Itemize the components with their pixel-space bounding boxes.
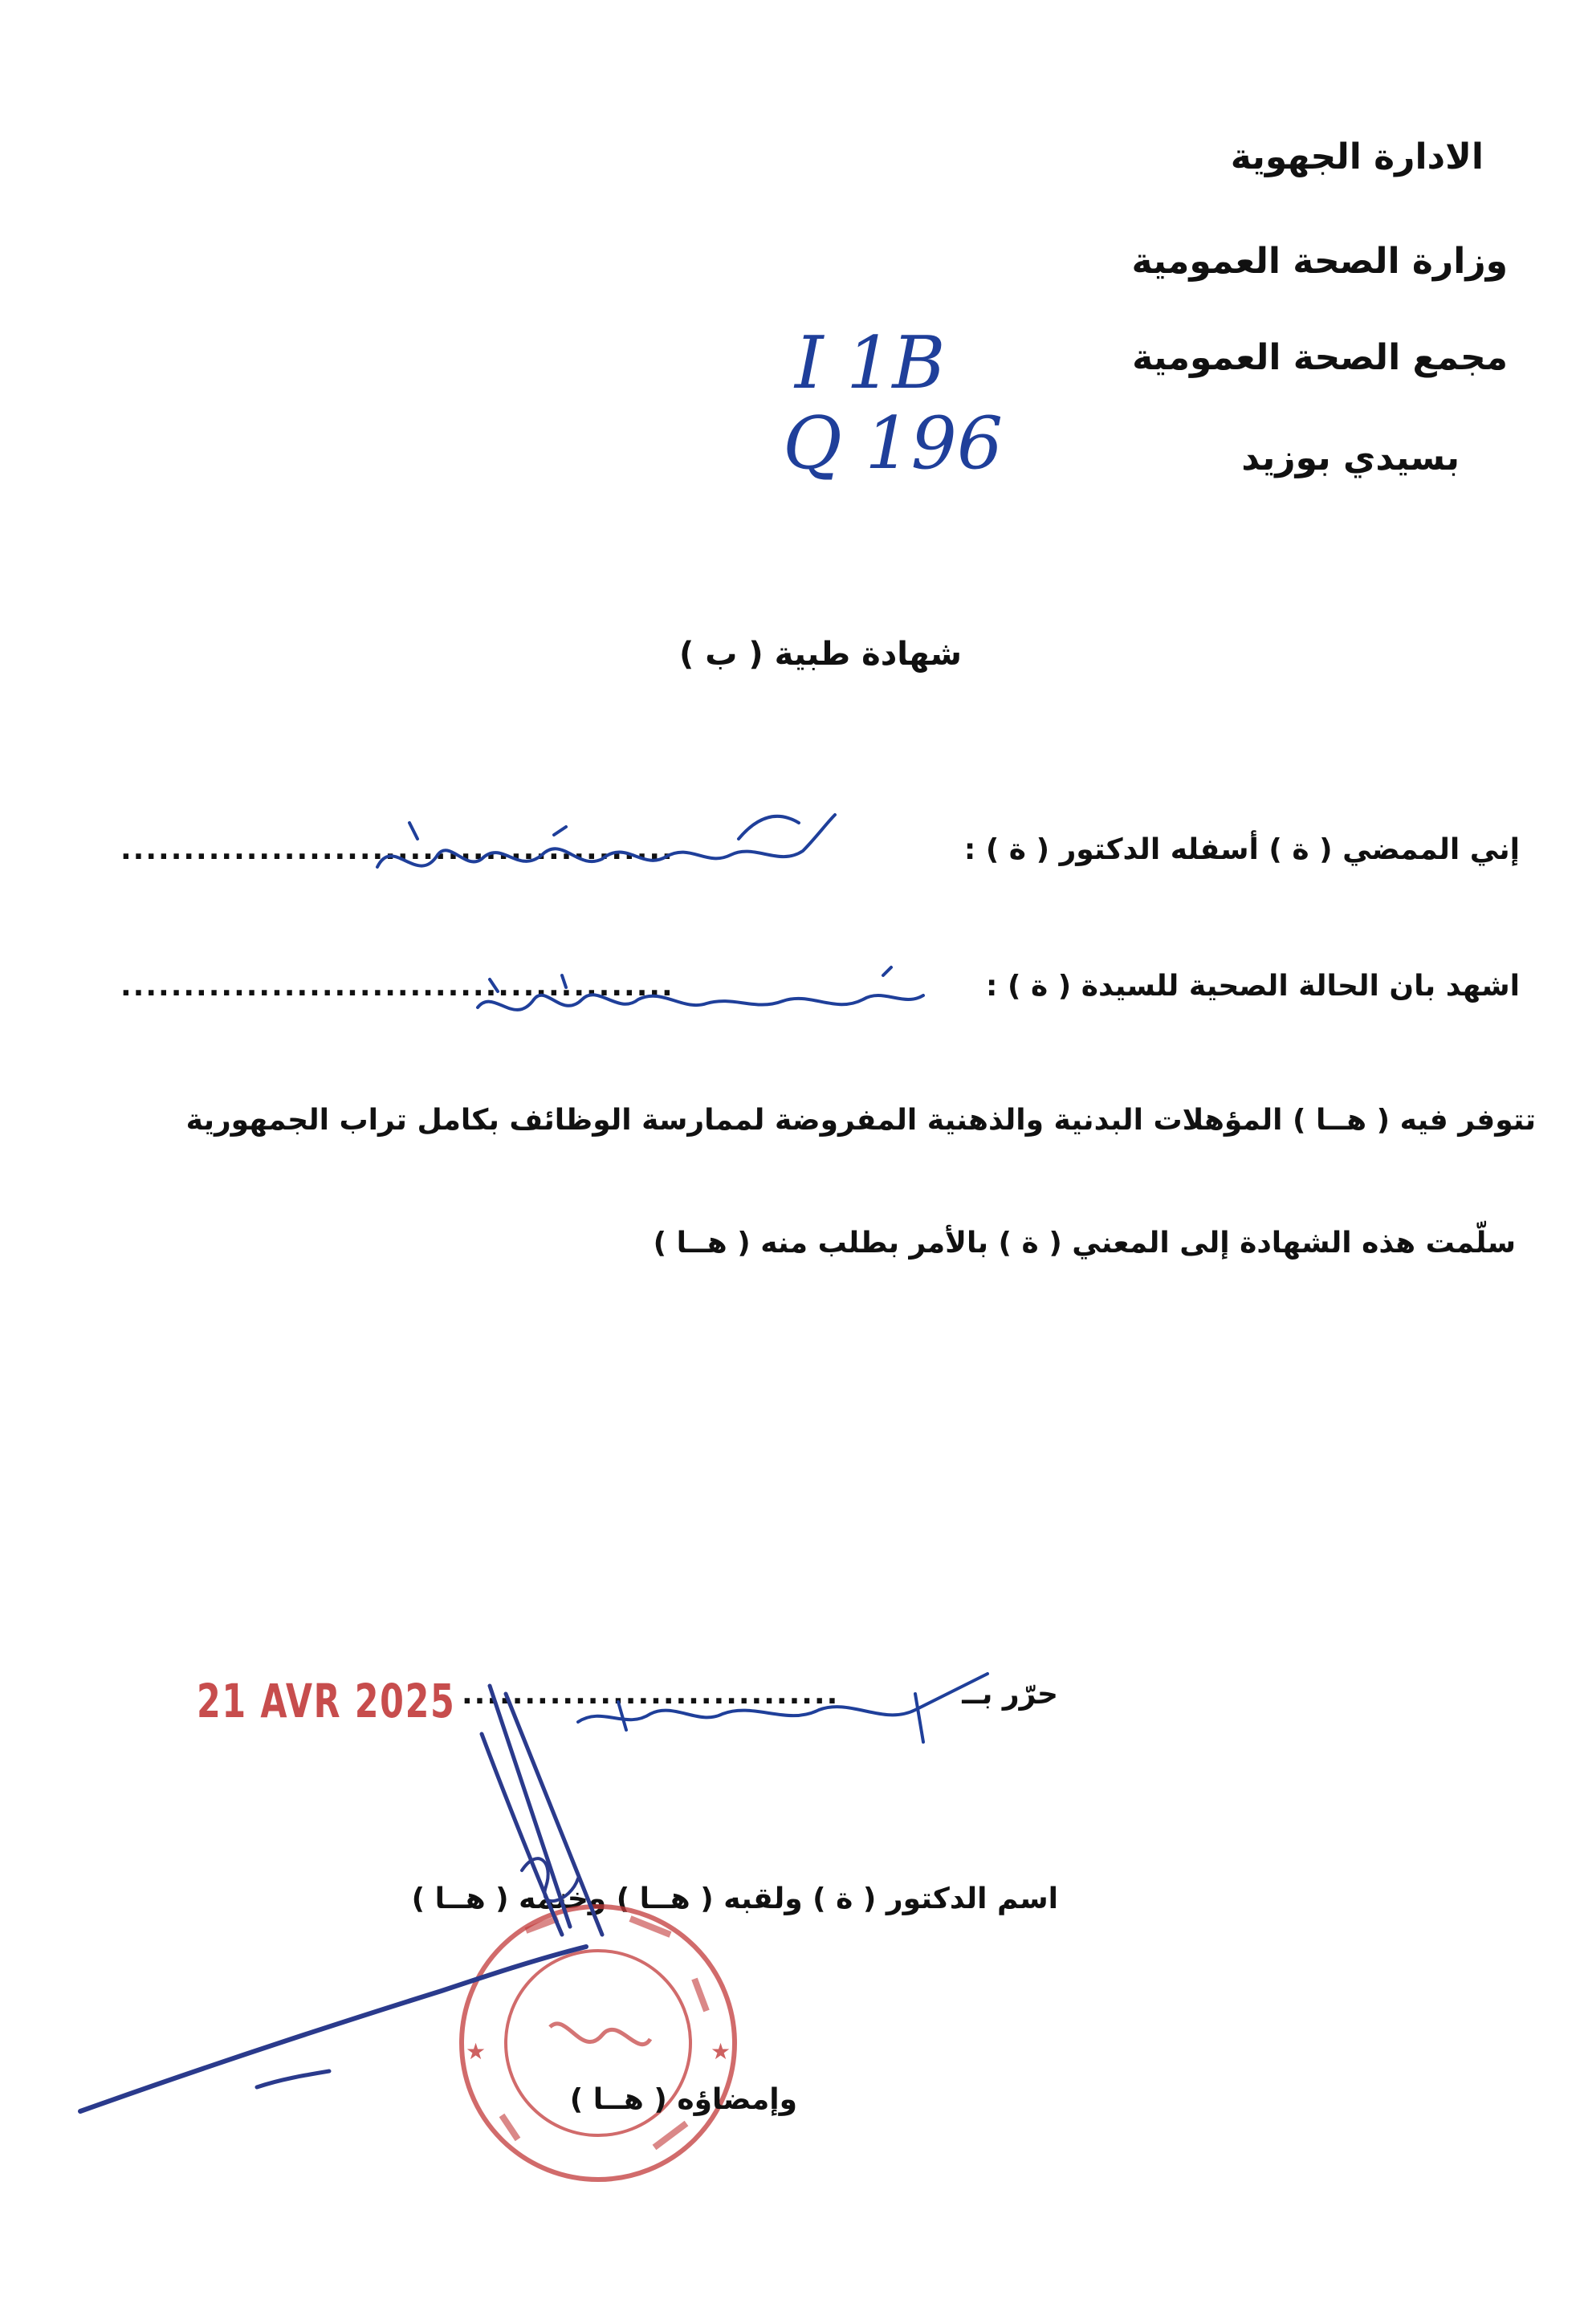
doctor-dots: ............................................ bbox=[120, 833, 674, 866]
handwritten-doctor-name bbox=[361, 791, 859, 903]
patient-label: اشهد بان الحالة الصحية للسيدة ( ة ) : bbox=[986, 970, 1520, 1003]
handwritten-patient-name bbox=[466, 951, 947, 1040]
doctor-label: إني الممضي ( ة ) أسفله الدكتور ( ة ) : bbox=[963, 833, 1520, 866]
doctor-name-seal-label: اسم الدكتور ( ة ) ولقبه ( هــا ) وختمه ( هــا ) bbox=[411, 1882, 1058, 1915]
written-at-dots: .............................. bbox=[462, 1678, 840, 1711]
header-ministry: وزارة الصحة العمومية bbox=[1131, 241, 1508, 282]
date-stamp: 21 AVR 2025 bbox=[197, 1674, 456, 1728]
handwritten-reference-number: Q 196 bbox=[783, 401, 1004, 486]
header-regional-administration: الادارة الجهوية bbox=[1230, 136, 1484, 177]
handwritten-reference-code: I 1B bbox=[795, 321, 946, 405]
doctor-signature bbox=[72, 1670, 715, 2119]
svg-text:★: ★ bbox=[466, 2038, 487, 2065]
header-health-complex: مجمع الصحة العمومية bbox=[1132, 337, 1508, 378]
statement-line: تتوفر فيه ( هــا ) المؤهلات البدنية والذهنية المفروضة لممارسة الوظائف بكامل تراب الجمهورية bbox=[185, 1104, 1536, 1137]
svg-text:★: ★ bbox=[711, 2038, 731, 2065]
signature-label: وإمضاؤه ( هــا ) bbox=[569, 2083, 797, 2116]
header-city: بسيدي بوزيد bbox=[1241, 438, 1460, 478]
written-at-label: حرّر بــ bbox=[962, 1678, 1058, 1711]
document-title: شهادة طبية ( ب ) bbox=[679, 636, 962, 673]
delivered-line: سلّمت هذه الشهادة إلى المعني ( ة ) بالأمر بطلب منه ( هــا ) bbox=[653, 1227, 1516, 1260]
patient-dots: ............................................ bbox=[120, 970, 674, 1003]
